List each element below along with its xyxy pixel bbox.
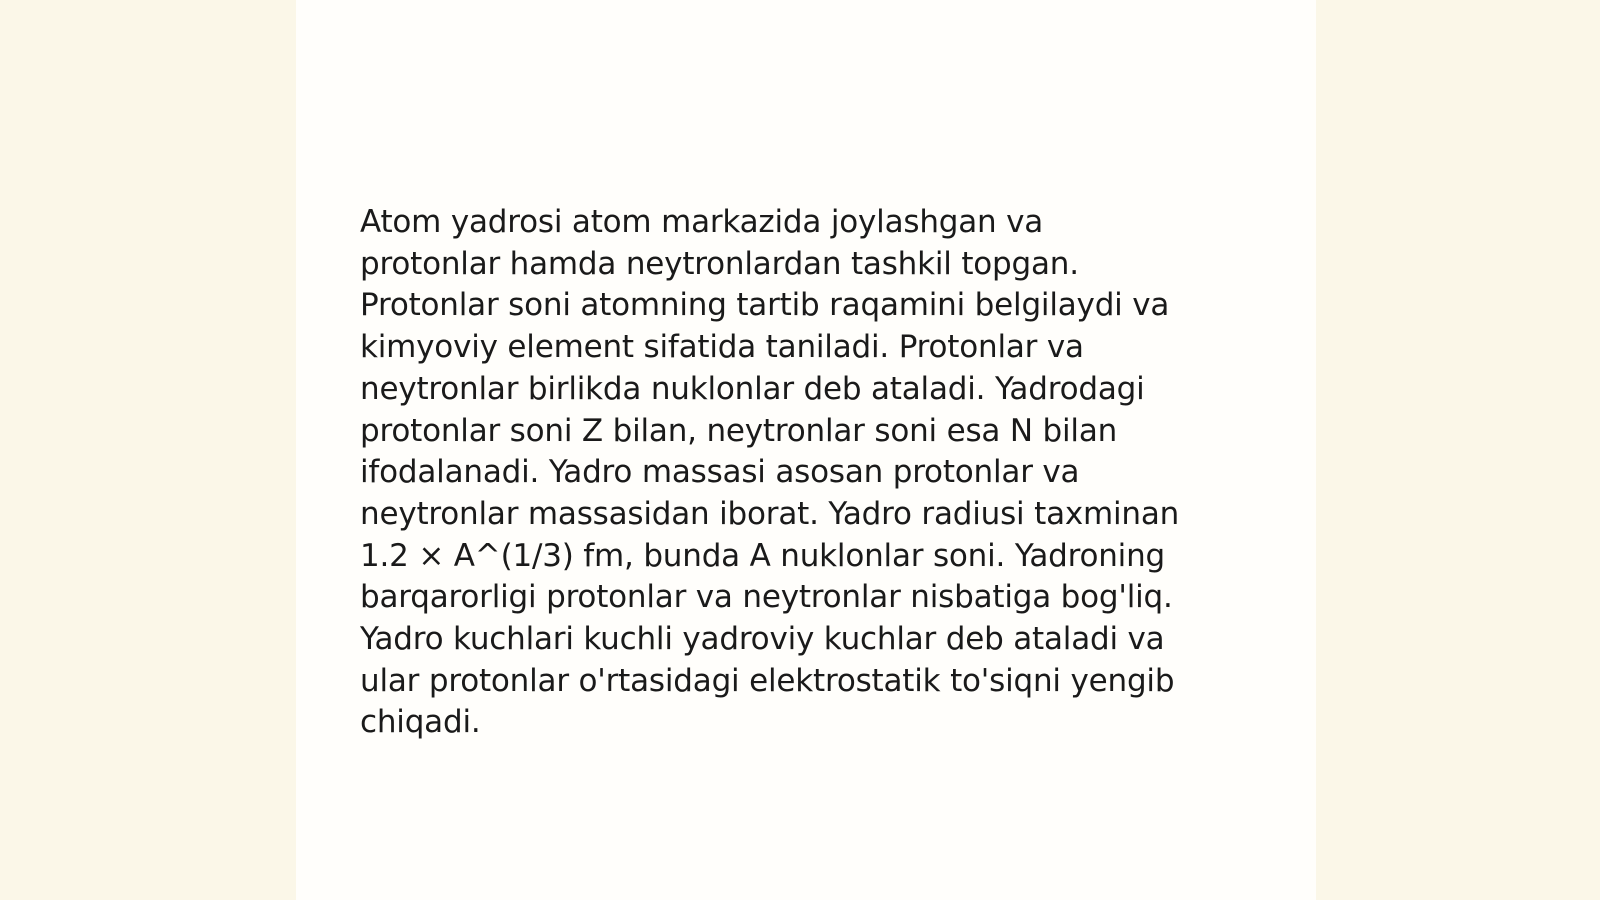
paragraph-line: neytronlar massasidan iborat. Yadro radiusi taxminan: [360, 495, 1180, 532]
body-paragraph: [360, 202, 1240, 744]
paragraph-line: Atom yadrosi atom markazida joylashgan va: [360, 204, 1044, 240]
paragraph-line: protonlar hamda neytronlardan tashkil topgan.: [360, 245, 1079, 282]
paragraph-line: kimyoviy element sifatida taniladi. Protonlar va: [360, 329, 1084, 366]
paragraph-line: chiqadi.: [360, 704, 481, 741]
paragraph-line: Protonlar soni atomning tartib raqamini belgilaydi va: [360, 287, 1170, 324]
paragraph-line: protonlar soni Z bilan, neytronlar soni esa N bilan: [360, 412, 1118, 449]
paragraph-line: ular protonlar o'rtasidagi elektrostatik to'siqni yengib: [360, 662, 1175, 699]
paragraph-line: 1.2 × A^(1/3) fm, bunda A nuklonlar soni. Yadroning: [360, 537, 1166, 574]
paragraph-line: barqarorligi protonlar va neytronlar nisbatiga bog'liq.: [360, 579, 1173, 616]
document-page: [296, 0, 1316, 900]
paragraph-line: neytronlar birlikda nuklonlar deb ataladi. Yadrodagi: [360, 370, 1145, 407]
paragraph-line: ifodalanadi. Yadro massasi asosan protonlar va: [360, 454, 1080, 491]
paragraph-line: Yadro kuchlari kuchli yadroviy kuchlar deb ataladi va: [360, 621, 1165, 658]
